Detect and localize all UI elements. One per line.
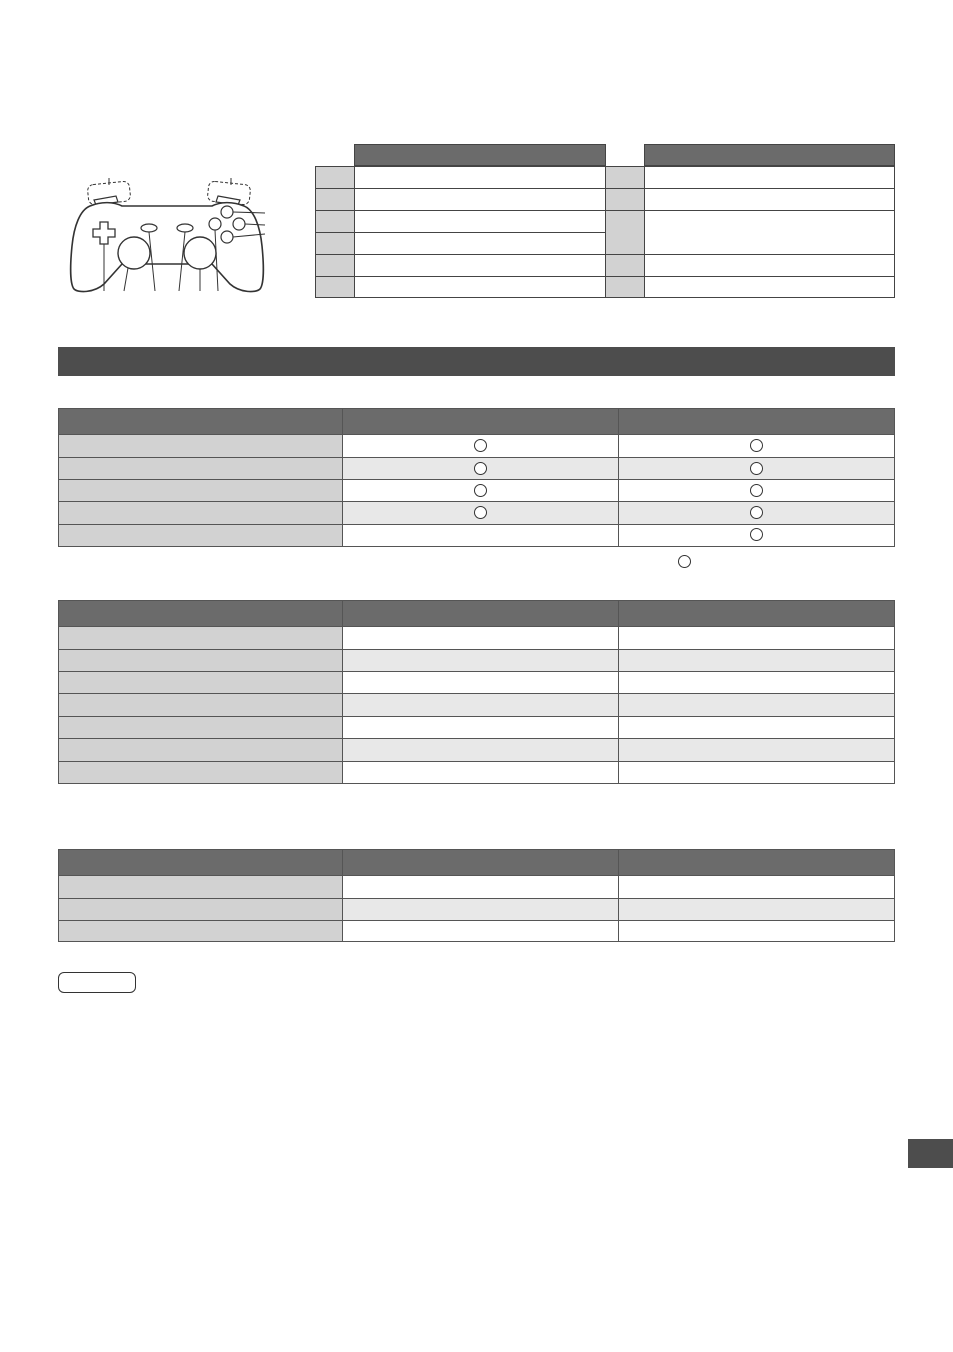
- legend-value: [644, 254, 895, 277]
- page-number-tab: [908, 1139, 953, 1168]
- table-row: [59, 921, 894, 941]
- supported-mark-icon: [750, 528, 763, 541]
- legend-key: [315, 254, 355, 277]
- table-row: [59, 672, 894, 694]
- note-label-box: [58, 972, 136, 993]
- table-row: [59, 435, 894, 458]
- table-row: [59, 762, 894, 783]
- supported-mark-icon: [750, 506, 763, 519]
- supported-mark-icon: [474, 484, 487, 497]
- legend-key: [315, 188, 355, 211]
- gamepad-diagram-icon: [60, 176, 275, 296]
- supported-mark-icon: [474, 506, 487, 519]
- table-row: [59, 650, 894, 672]
- table-row: [59, 899, 894, 921]
- legend-value: [354, 166, 606, 189]
- legend-key: [605, 188, 645, 211]
- support-table: [58, 408, 895, 547]
- section-heading-bar: [58, 347, 895, 376]
- legend-value: [644, 210, 895, 255]
- settings-table: [58, 600, 895, 784]
- legend-value: [354, 210, 606, 233]
- table-row: [59, 525, 894, 546]
- legend-key: [315, 166, 355, 189]
- legend-header-right: [644, 144, 895, 166]
- legend-value: [354, 188, 606, 211]
- supported-mark-icon: [750, 439, 763, 452]
- table-row: [59, 627, 894, 650]
- supported-mark-icon: [474, 439, 487, 452]
- table-row: [59, 876, 894, 899]
- table-row: [59, 717, 894, 739]
- options-table: [58, 849, 895, 942]
- legend-key: [315, 276, 355, 298]
- legend-key: [315, 210, 355, 233]
- legend-key: [605, 210, 645, 255]
- legend-header-left: [354, 144, 606, 166]
- controller-legend-table: [315, 144, 895, 298]
- table-header-row: [59, 850, 894, 876]
- legend-value: [644, 166, 895, 189]
- legend-key: [315, 232, 355, 255]
- supported-mark-icon: [750, 462, 763, 475]
- table-row: [59, 480, 894, 502]
- legend-value: [644, 276, 895, 298]
- table-header-row: [59, 409, 894, 435]
- legend-value: [644, 188, 895, 211]
- table-row: [59, 694, 894, 717]
- legend-key: [605, 254, 645, 277]
- supported-mark-icon: [474, 462, 487, 475]
- legend-value: [354, 276, 606, 298]
- legend-key: [605, 166, 645, 189]
- legend-value: [354, 232, 606, 255]
- legend-value: [354, 254, 606, 277]
- supported-mark-icon: [750, 484, 763, 497]
- table-header-row: [59, 601, 894, 627]
- legend-key: [605, 276, 645, 298]
- table-row: [59, 502, 894, 525]
- table-row: [59, 458, 894, 480]
- table-row: [59, 739, 894, 762]
- controller-diagram: [60, 176, 275, 296]
- footnote-mark-icon: [678, 555, 691, 568]
